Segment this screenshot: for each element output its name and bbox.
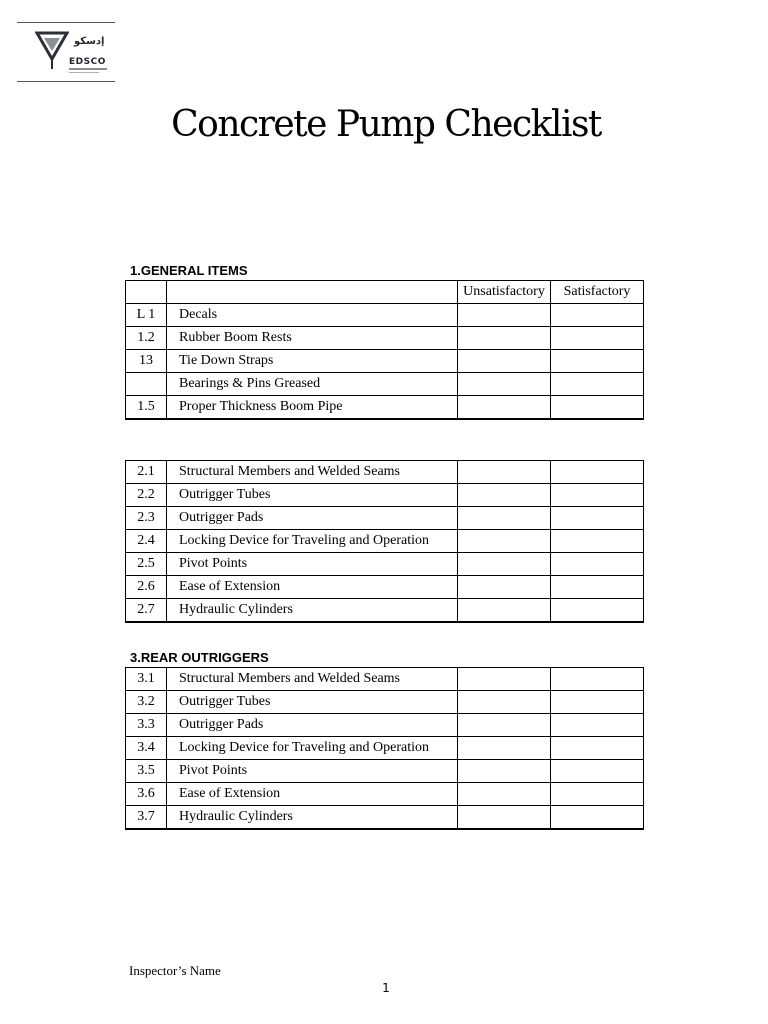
satisfactory-checkbox-cell[interactable] (551, 507, 644, 530)
logo-tagline-bar (69, 72, 99, 73)
unsatisfactory-checkbox-cell[interactable] (458, 576, 551, 599)
table-row (126, 783, 644, 806)
row-item: Bearings & Pins Greased (167, 373, 458, 396)
unsatisfactory-checkbox-cell[interactable] (458, 599, 551, 623)
row-item: Ease of Extension (167, 783, 458, 806)
row-item: Pivot Points (167, 760, 458, 783)
outriggers-table (125, 460, 644, 623)
row-number: 1.5 (126, 396, 167, 420)
unsatisfactory-checkbox-cell[interactable] (458, 783, 551, 806)
satisfactory-checkbox-cell[interactable] (551, 714, 644, 737)
table-row (126, 691, 644, 714)
unsatisfactory-checkbox-cell[interactable] (458, 668, 551, 691)
logo-company-name: EDSCO (69, 57, 106, 67)
table-row (126, 737, 644, 760)
rear-outriggers-table (125, 667, 644, 830)
unsatisfactory-checkbox-cell[interactable] (458, 327, 551, 350)
header-cell-item (167, 281, 458, 304)
unsatisfactory-checkbox-cell[interactable] (458, 691, 551, 714)
header-cell-number (126, 281, 167, 304)
row-number: 3.7 (126, 806, 167, 830)
row-number: 3.5 (126, 760, 167, 783)
row-item: Structural Members and Welded Seams (167, 668, 458, 691)
section-heading-general-items: 1.GENERAL ITEMS (130, 263, 248, 278)
row-number: 2.6 (126, 576, 167, 599)
row-number: 2.3 (126, 507, 167, 530)
unsatisfactory-checkbox-cell[interactable] (458, 530, 551, 553)
row-number: 13 (126, 350, 167, 373)
unsatisfactory-checkbox-cell[interactable] (458, 714, 551, 737)
unsatisfactory-checkbox-cell[interactable] (458, 507, 551, 530)
unsatisfactory-checkbox-cell[interactable] (458, 737, 551, 760)
document-title: Concrete Pump Checklist (171, 104, 601, 145)
row-number: 2.7 (126, 599, 167, 623)
table-row (126, 327, 644, 350)
satisfactory-checkbox-cell[interactable] (551, 373, 644, 396)
header-cell-unsatisfactory: Unsatisfactory (458, 281, 551, 304)
satisfactory-checkbox-cell[interactable] (551, 599, 644, 623)
satisfactory-checkbox-cell[interactable] (551, 530, 644, 553)
satisfactory-checkbox-cell[interactable] (551, 396, 644, 420)
satisfactory-checkbox-cell[interactable] (551, 783, 644, 806)
row-number: 3.3 (126, 714, 167, 737)
row-number: L 1 (126, 304, 167, 327)
table-row (126, 668, 644, 691)
table-row (126, 507, 644, 530)
satisfactory-checkbox-cell[interactable] (551, 760, 644, 783)
satisfactory-checkbox-cell[interactable] (551, 668, 644, 691)
inspector-name-label: Inspector’s Name (129, 963, 221, 978)
unsatisfactory-checkbox-cell[interactable] (458, 484, 551, 507)
row-number: 2.5 (126, 553, 167, 576)
table-row (126, 396, 644, 420)
row-number: 3.4 (126, 737, 167, 760)
satisfactory-checkbox-cell[interactable] (551, 806, 644, 830)
header-cell-satisfactory: Satisfactory (551, 281, 644, 304)
satisfactory-checkbox-cell[interactable] (551, 461, 644, 484)
row-number: 3.2 (126, 691, 167, 714)
table-row (126, 806, 644, 830)
row-item: Ease of Extension (167, 576, 458, 599)
row-number: 3.1 (126, 668, 167, 691)
table-row (126, 350, 644, 373)
unsatisfactory-checkbox-cell[interactable] (458, 396, 551, 420)
row-item: Outrigger Pads (167, 714, 458, 737)
satisfactory-checkbox-cell[interactable] (551, 553, 644, 576)
row-number (126, 373, 167, 396)
table-row (126, 304, 644, 327)
logo-arabic-text: إدسكو (74, 36, 105, 47)
unsatisfactory-checkbox-cell[interactable] (458, 806, 551, 830)
row-item: Locking Device for Traveling and Operation (167, 530, 458, 553)
company-logo (17, 22, 115, 82)
satisfactory-checkbox-cell[interactable] (551, 350, 644, 373)
row-item: Proper Thickness Boom Pipe (167, 396, 458, 420)
row-number: 3.6 (126, 783, 167, 806)
table-row (126, 576, 644, 599)
table-row (126, 553, 644, 576)
table-row (126, 461, 644, 484)
unsatisfactory-checkbox-cell[interactable] (458, 373, 551, 396)
row-item: Hydraulic Cylinders (167, 806, 458, 830)
row-item: Locking Device for Traveling and Operation (167, 737, 458, 760)
table-row (126, 760, 644, 783)
edsco-logo-icon (35, 29, 69, 71)
table-row (126, 599, 644, 623)
logo-tagline-bar (69, 68, 107, 70)
unsatisfactory-checkbox-cell[interactable] (458, 350, 551, 373)
row-item: Outrigger Tubes (167, 691, 458, 714)
row-number: 2.4 (126, 530, 167, 553)
row-number: 2.1 (126, 461, 167, 484)
row-item: Decals (167, 304, 458, 327)
row-item: Structural Members and Welded Seams (167, 461, 458, 484)
satisfactory-checkbox-cell[interactable] (551, 691, 644, 714)
row-number: 1.2 (126, 327, 167, 350)
row-item: Hydraulic Cylinders (167, 599, 458, 623)
row-item: Outrigger Pads (167, 507, 458, 530)
unsatisfactory-checkbox-cell[interactable] (458, 553, 551, 576)
table-row (126, 484, 644, 507)
row-item: Pivot Points (167, 553, 458, 576)
satisfactory-checkbox-cell[interactable] (551, 484, 644, 507)
unsatisfactory-checkbox-cell[interactable] (458, 304, 551, 327)
satisfactory-checkbox-cell[interactable] (551, 304, 644, 327)
section-heading-rear-outriggers: 3.REAR OUTRIGGERS (130, 650, 269, 665)
page-number: 1 (382, 981, 390, 995)
satisfactory-checkbox-cell[interactable] (551, 737, 644, 760)
row-number: 2.2 (126, 484, 167, 507)
satisfactory-checkbox-cell[interactable] (551, 327, 644, 350)
row-item: Tie Down Straps (167, 350, 458, 373)
general-items-table (125, 280, 644, 420)
satisfactory-checkbox-cell[interactable] (551, 576, 644, 599)
row-item: Rubber Boom Rests (167, 327, 458, 350)
unsatisfactory-checkbox-cell[interactable] (458, 760, 551, 783)
unsatisfactory-checkbox-cell[interactable] (458, 461, 551, 484)
row-item: Outrigger Tubes (167, 484, 458, 507)
table-header-row (126, 281, 644, 304)
table-row (126, 714, 644, 737)
table-row (126, 530, 644, 553)
table-row (126, 373, 644, 396)
